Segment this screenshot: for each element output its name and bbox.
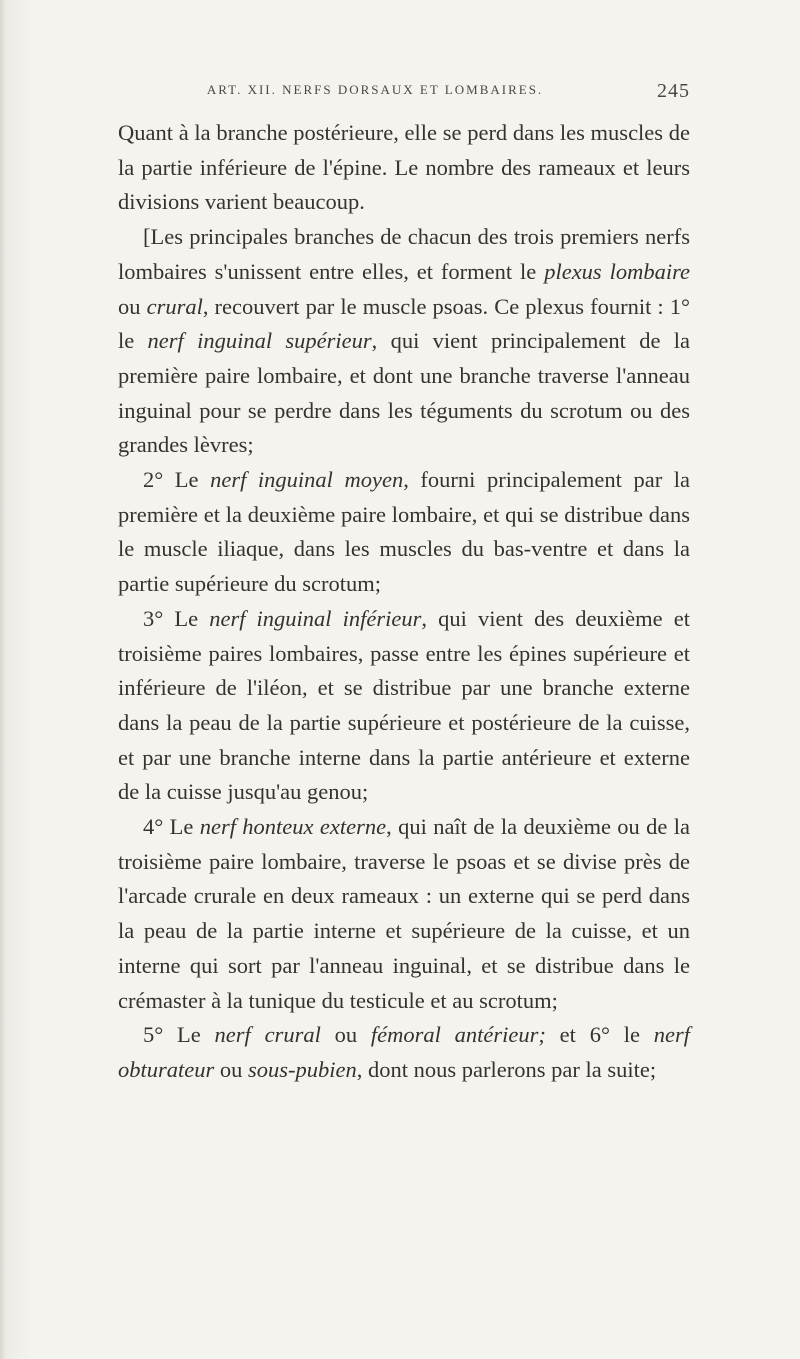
text-run: 2° Le [143,467,211,493]
text-run: Quant à la branche postérieure, elle se perd dans les muscles de la partie inférieure de l'épine. Le nombre des rameaux et leurs divisions varient beaucoup. [118,120,690,215]
italic-term: fémoral antérieur; [370,1022,546,1048]
paragraph-1 [118,116,690,220]
text-run: , recouvert par le muscle psoas. Ce plexus fournit : 1° le [118,293,691,354]
page-number: 245 [657,80,690,102]
text-run: , fourni principalement par la première et la deuxième paire lombaire, et qui se distribue dans le muscle iliaque, dans les muscles du bas-ventre et dans la partie supérieure du scrotum; [118,467,690,597]
italic-term: nerf honteux externe [199,814,387,840]
text-run: , qui vient des deuxième et troisième paires lombaires, passe entre les épines supérieure et inférieure de l'iléon, et se distribue par une branche externe dans la peau de la partie supérieure et postérieure de la cuisse, et par une branche interne dans la partie antérieure et externe de la cuisse jusqu'au genou; [118,605,690,805]
italic-term: plexus lombaire [544,258,691,284]
text-run: , qui vient principalement de la première paire lombaire, et dont une branche traverse l'anneau inguinal pour se perdre dans les téguments du scrotum ou des grandes lèvres; [118,328,690,458]
italic-term: sous-pubien [248,1056,357,1082]
italic-term: nerf obturateur [118,1022,690,1082]
text-run: 5° Le [143,1022,215,1048]
text-run: ou [214,1056,249,1082]
italic-term: nerf inguinal supérieur [147,328,372,354]
paragraph-2 [118,220,690,463]
paragraph-6 [118,1018,690,1087]
paragraph-3 [118,463,690,602]
text-run: , qui naît de la deuxième ou de la troisième paire lombaire, traverse le psoas et se divise près de l'arcade crurale en deux rameaux : un externe qui se perd dans la peau de la partie interne et supérieure de la cuisse, et un interne qui sort par l'anneau inguinal, et se distribue dans le crémaster à la tunique du testicule et au scrotum; [118,814,690,1013]
paragraph-4 [118,602,690,810]
italic-term: nerf inguinal moyen [210,467,404,493]
text-run: ou [118,293,147,319]
page-header [115,80,690,104]
text-run: ou [320,1022,371,1048]
text-run: 3° Le [143,605,210,631]
paragraph-5 [118,810,690,1018]
italic-term: nerf inguinal inférieur [209,605,422,631]
text-run: [Les principales branches de chacun des trois premiers nerfs lombaires s'unissent entre elles, et forment le [118,224,690,284]
text-run: , dont nous parlerons par la suite; [356,1056,657,1082]
running-title: ART. XII. NERFS DORSAUX ET LOMBAIRES. [206,82,544,97]
body-text [118,116,690,1088]
text-run: 4° Le [143,814,200,840]
italic-term: crural [146,293,203,319]
text-run: et 6° le [545,1022,654,1048]
italic-term: nerf crural [214,1022,321,1048]
